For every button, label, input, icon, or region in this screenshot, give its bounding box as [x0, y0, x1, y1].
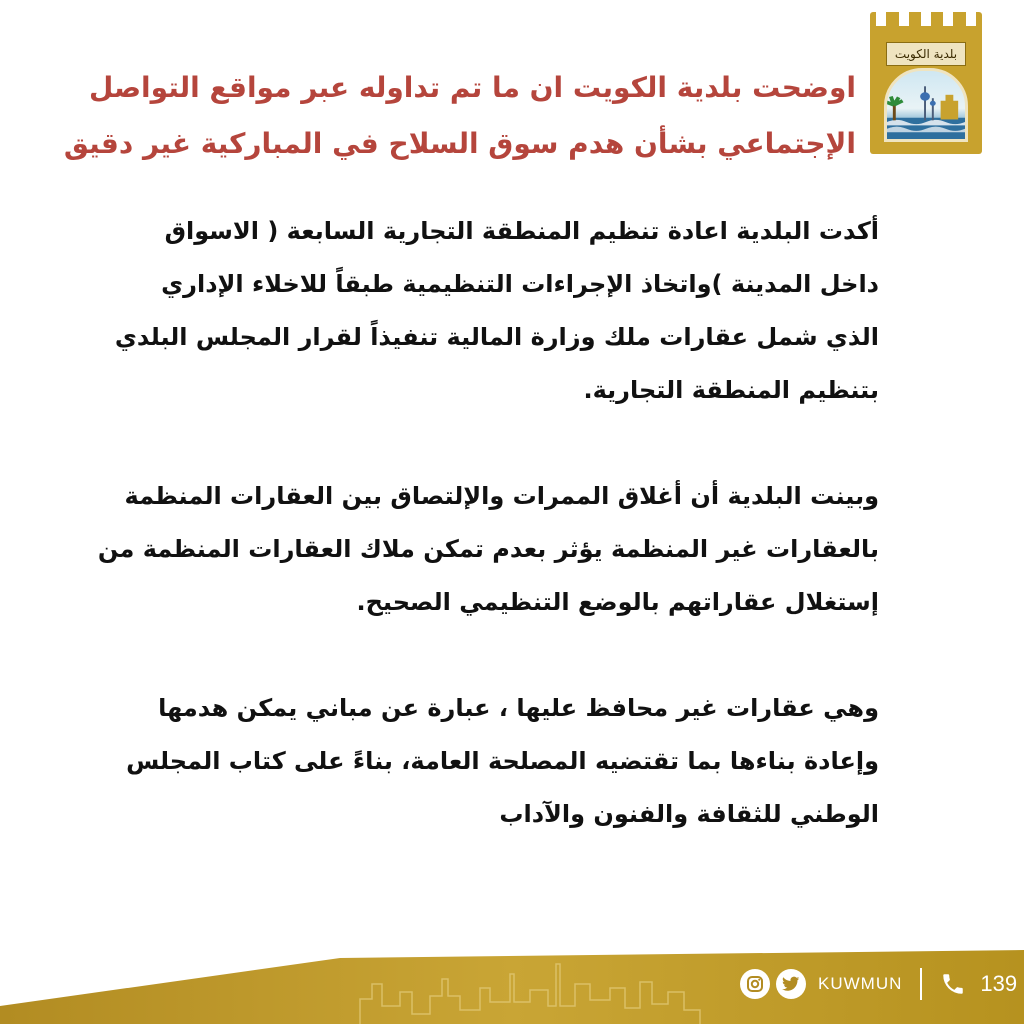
paragraph-line: بتنظيم المنطقة التجارية. [583, 376, 879, 404]
logo-crenellation [870, 12, 982, 32]
paragraph-line: وإعادة بناءها بما تقتضيه المصلحة العامة، بناءً على كتاب المجلس [126, 747, 879, 775]
paragraph-line: وبينت البلدية أن أغلاق الممرات والإلتصاق بين العقارات المنظمة [124, 482, 879, 510]
paragraph-line: أكدت البلدية اعادة تنظيم المنطقة التجارية السابعة ( الاسواق [164, 217, 879, 245]
paragraph-1 [39, 205, 879, 417]
paragraph-line: بالعقارات غير المنظمة يؤثر بعدم تمكن ملاك العقارات المنظمة من [97, 535, 879, 563]
paragraph-line: إستغلال عقاراتهم بالوضع التنظيمي الصحيح. [356, 588, 879, 616]
paragraph-2 [39, 470, 879, 629]
paragraph-line: وهي عقارات غير محافظ عليها ، عبارة عن مباني يمكن هدمها [158, 694, 879, 722]
paragraph-3 [39, 682, 879, 841]
hotline-number[interactable]: 139 [980, 971, 1018, 996]
instagram-icon[interactable] [740, 969, 770, 999]
footer-divider [920, 968, 922, 1000]
logo-skyline-icon [884, 68, 968, 142]
social-handle[interactable]: KUWMUN [818, 974, 903, 993]
paragraph-line: الذي شمل عقارات ملك وزارة المالية تنفيذاً لقرار المجلس البلدي [114, 323, 879, 351]
paragraph-line: الوطني للثقافة والفنون والآداب [499, 800, 879, 828]
headline-line: الإجتماعي بشأن هدم سوق السلاح في المباركية غير دقيق [63, 127, 856, 160]
logo-label: بلدية الكويت [886, 42, 966, 66]
phone-icon [940, 971, 966, 997]
headline [16, 60, 856, 172]
municipality-logo [870, 12, 982, 154]
headline-line: اوضحت بلدية الكويت ان ما تم تداوله عبر مواقع التواصل [89, 71, 856, 104]
social-bar [740, 968, 1017, 1000]
article-body [39, 205, 879, 894]
paragraph-line: داخل المدينة )واتخاذ الإجراءات التنظيمية طبقاً للاخلاء الإداري [161, 270, 879, 298]
twitter-icon[interactable] [776, 969, 806, 999]
footer-band [0, 944, 1024, 1024]
